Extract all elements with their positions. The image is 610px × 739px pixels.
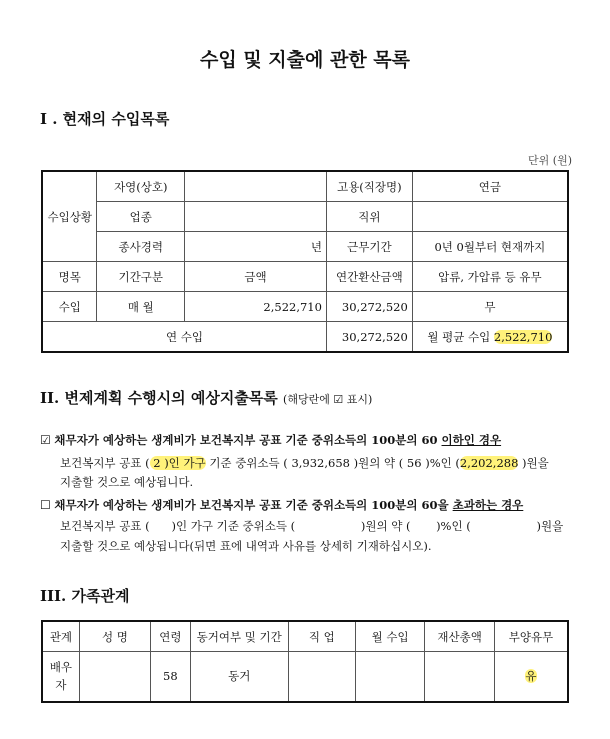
household-size: 2 )인 가구 (149, 456, 206, 470)
age-cell: 58 (150, 652, 190, 702)
header-cell: 성 명 (79, 621, 150, 652)
header-cell: 기간구분 (97, 262, 185, 292)
family-row (42, 652, 568, 702)
option-1-condition: 이하인 경우 (441, 433, 502, 447)
option-1-line-1 (60, 455, 549, 471)
assets-cell (425, 652, 495, 702)
self-employed-label: 자영(상호) (97, 171, 185, 202)
relation-cell: 배우자 (42, 652, 79, 702)
work-period-value: 0년 0월부터 현재까지 (412, 232, 568, 262)
text: )원의 약 ( (349, 456, 404, 470)
family-header-row (42, 621, 568, 652)
option-2-checkbox[interactable]: ☐ (40, 498, 51, 512)
header-cell: 동거여부 및 기간 (190, 621, 288, 652)
text: )원을 (518, 456, 549, 470)
section-3-title: III. 가족관계 (40, 587, 130, 605)
option-2-heading-text: 채무자가 예상하는 생계비가 보건복지부 공표 기준 중위소득의 100분의 60을 (54, 498, 453, 512)
note-text: (해당란에 (283, 393, 330, 406)
section-2-title (40, 387, 372, 408)
monthly-average-value: 2,522,710 (493, 329, 553, 344)
income-header-row (42, 262, 568, 292)
monthly-income-cell (355, 652, 424, 702)
monthly-average (412, 322, 568, 353)
job-cell (288, 652, 355, 702)
income-data-row (42, 292, 568, 322)
header-cell: 직 업 (288, 621, 355, 652)
option-2-condition: 초과하는 경우 (452, 498, 524, 512)
option-2-line-2: 지출할 것으로 예상됩니다(뒤면 표에 내역과 사유를 상세히 기재하십시오). (60, 539, 432, 553)
header-cell: 재산총액 (425, 621, 495, 652)
income-row-2 (42, 202, 568, 232)
income-table (41, 170, 569, 353)
option-2-line-1: 보건복지부 공표 ( )인 가구 기준 중위소득 ( )원의 약 ( )%인 ( )원을 (60, 519, 564, 533)
document-title: 수입 및 지출에 관한 목록 (200, 49, 410, 71)
unit-label: 단위 (원) (528, 154, 572, 167)
income-period: 매 월 (97, 292, 185, 322)
cohabitation-cell: 동거 (190, 652, 288, 702)
option-1-line-2: 지출할 것으로 예상됩니다. (60, 475, 194, 489)
self-employed-value (185, 171, 327, 202)
text: 기준 중위소득 ( (205, 456, 288, 470)
header-cell: 금액 (185, 262, 327, 292)
position-value (412, 202, 568, 232)
family-table (41, 620, 569, 703)
section-2-heading: II. 변제계획 수행시의 예상지출목록 (40, 389, 278, 407)
checkbox-icon: ☑ (333, 393, 344, 406)
option-1-checkbox[interactable]: ☑ (40, 433, 51, 447)
business-type-label: 업종 (97, 202, 185, 232)
header-cell: 연간환산금액 (326, 262, 412, 292)
income-amount: 2,522,710 (185, 292, 327, 322)
total-label: 연 수입 (42, 322, 326, 353)
employment-label: 고용(직장명) (326, 171, 412, 202)
percentage: 56 (406, 456, 422, 470)
name-cell (79, 652, 150, 702)
header-cell: 압류, 가압류 등 유무 (412, 262, 568, 292)
career-label: 종사경력 (97, 232, 185, 262)
option-1-heading-text: 채무자가 예상하는 생계비가 보건복지부 공표 기준 중위소득의 100분의 60 (54, 433, 442, 447)
section-1-title: I . 현재의 수입목록 (40, 110, 170, 128)
header-cell: 월 수입 (355, 621, 424, 652)
header-cell: 연령 (150, 621, 190, 652)
income-row-1 (42, 171, 568, 202)
support-value: 유 (525, 669, 537, 684)
income-annual-amount: 30,272,520 (326, 292, 412, 322)
income-total-row (42, 322, 568, 353)
seizure-status: 무 (412, 292, 568, 322)
employment-value: 연금 (412, 171, 568, 202)
header-cell: 부양유무 (494, 621, 568, 652)
option-2-heading (40, 497, 523, 513)
section-2-note (283, 393, 372, 406)
support-cell (494, 652, 568, 702)
position-label: 직위 (326, 202, 412, 232)
career-value: 년 (185, 232, 327, 262)
income-row-3 (42, 232, 568, 262)
total-annual: 30,272,520 (326, 322, 412, 353)
option-1-heading (40, 432, 501, 448)
text: 보건복지부 공표 ( (60, 456, 150, 470)
text: )%인 ( (421, 456, 460, 470)
living-expense-amount: 2,202,288 (459, 456, 519, 470)
income-item: 수입 (42, 292, 97, 322)
header-cell: 관계 (42, 621, 79, 652)
business-type-value (185, 202, 327, 232)
note-text-2: 표시) (346, 393, 373, 406)
income-status-label: 수입상황 (42, 171, 97, 262)
median-income: 3,932,658 (291, 456, 350, 470)
monthly-average-label: 월 평균 수입 (427, 329, 491, 344)
header-cell: 명목 (42, 262, 97, 292)
work-period-label: 근무기간 (326, 232, 412, 262)
